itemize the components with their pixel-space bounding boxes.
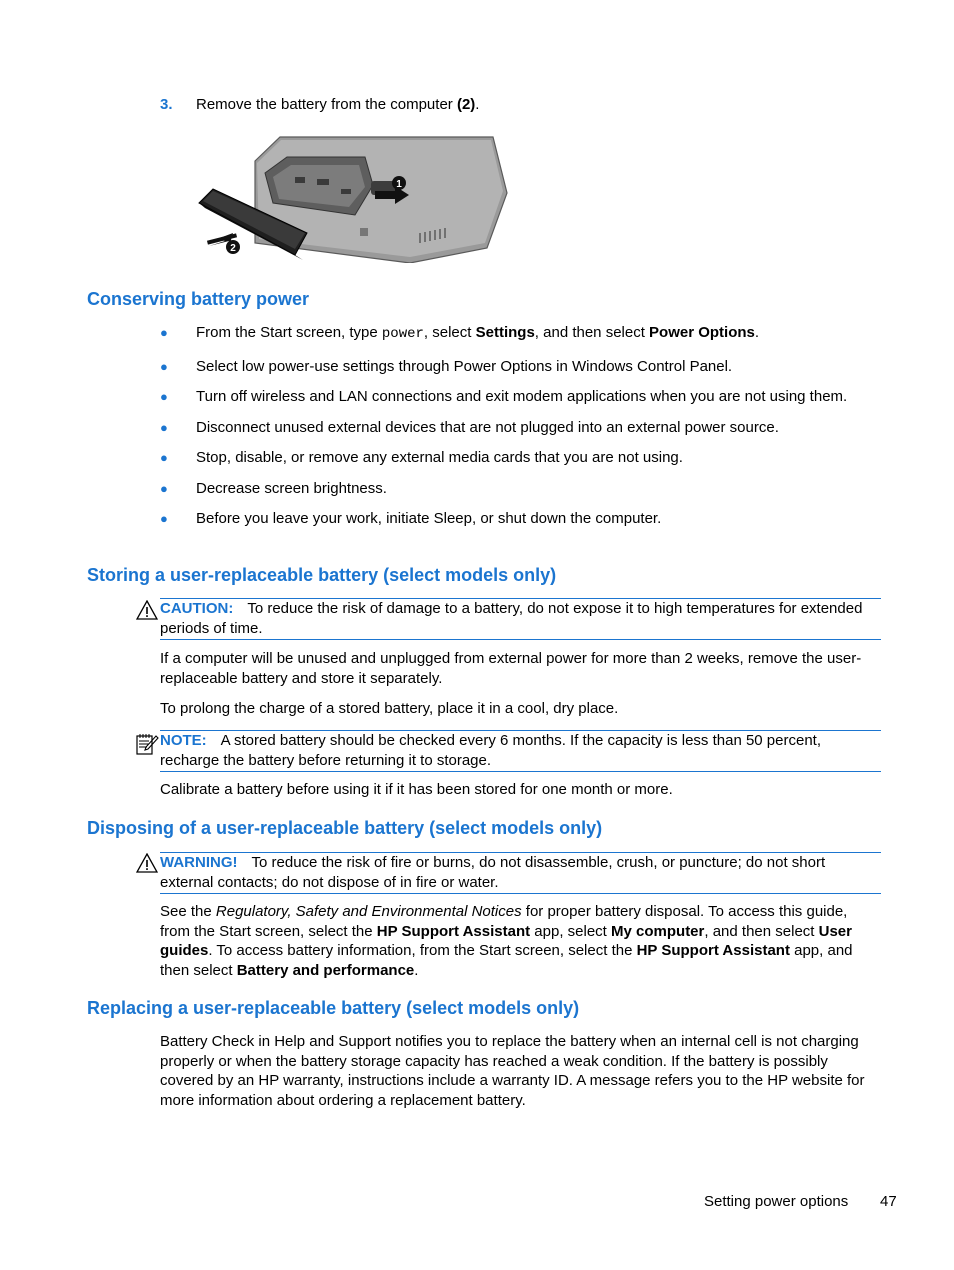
- text: , select: [423, 324, 476, 341]
- list-item-text: Decrease screen brightness.: [196, 479, 387, 497]
- warning-triangle-icon: [136, 853, 158, 873]
- list-item: [160, 448, 880, 468]
- heading-conserving-battery-power: Conserving battery power: [87, 289, 310, 309]
- code-power: power: [381, 326, 424, 342]
- list-item: [160, 323, 880, 345]
- list-item: [160, 418, 880, 438]
- conserving-bullet-list: [160, 323, 880, 529]
- bold-text: HP Support Assistant: [376, 922, 531, 940]
- list-item: [160, 387, 880, 407]
- caution-box: [160, 598, 881, 640]
- heading-storing-battery: Storing a user-replaceable battery (select models only): [87, 565, 557, 585]
- italic-notices-title: Regulatory, Safety and Environmental Notices: [215, 903, 522, 920]
- storing-paragraph-2: To prolong the charge of a stored battery, place it in a cool, dry place.: [160, 700, 619, 717]
- step-text: [196, 95, 479, 115]
- note-box: [160, 730, 881, 772]
- bold-text: My computer: [611, 922, 705, 940]
- heading-disposing-battery: Disposing of a user-replaceable battery (select models only): [87, 818, 603, 838]
- step-text-bold: (2): [456, 96, 476, 113]
- bold-text: HP Support Assistant: [636, 942, 790, 959]
- bullet-icon: ●: [160, 389, 168, 404]
- bullet-icon: ●: [160, 480, 168, 496]
- caution-triangle-icon: [136, 600, 158, 620]
- bullet-icon: ●: [160, 419, 168, 435]
- text: See the: [160, 903, 216, 920]
- storing-paragraph-3: Calibrate a battery before using it if it has been stored for one month or more.: [160, 781, 673, 798]
- bold-text: User guides: [160, 922, 852, 959]
- list-item-text: Before you leave your work, initiate Sleep, or shut down the computer.: [196, 510, 662, 527]
- text: , and then select: [704, 922, 819, 940]
- replacing-paragraph: Battery Check in Help and Support notifies you to replace the battery when an internal cell is not charging properly or when the battery storage capacity has reached a weak condition. If the battery is possibly covered by an HP warranty, instructions include a warranty ID. A message refers you to the HP website for more information about ordering a replacement battery.: [160, 1033, 865, 1109]
- list-item-text: Turn off wireless and LAN connections and exit modem applications when you are not using them.: [196, 388, 848, 405]
- bold-settings: Settings: [475, 324, 535, 341]
- list-item-text: Select low power-use settings through Power Options in Windows Control Panel.: [196, 357, 733, 375]
- heading-replacing-battery: Replacing a user-replaceable battery (select models only): [87, 998, 580, 1018]
- text: for proper battery disposal. To access this guide, from the Start screen, select the: [160, 903, 848, 940]
- caution-label: CAUTION:: [160, 600, 234, 617]
- warning-text: To reduce the risk of fire or burns, do not disassemble, crush, or puncture; do not short external contacts; do not dispose of in fire or water.: [160, 854, 826, 891]
- footer-chapter-title: Setting power options: [704, 1193, 849, 1210]
- bold-power-options: Power Options: [649, 324, 755, 341]
- disposing-paragraph: [160, 902, 881, 980]
- text: From the Start screen, type: [196, 324, 382, 341]
- list-item: [160, 509, 880, 529]
- page-number: 47: [880, 1193, 897, 1210]
- list-item: [160, 479, 880, 499]
- list-item-text: Stop, disable, or remove any external media cards that you are not using.: [196, 449, 683, 466]
- warning-box: [160, 852, 881, 894]
- text: app, and then select: [160, 942, 853, 979]
- text: .: [754, 324, 760, 341]
- note-text: A stored battery should be checked every 6 months. If the capacity is less than 50 percent, recharge the battery before returning it to storage.: [160, 732, 822, 769]
- note-label: NOTE:: [160, 732, 207, 749]
- caution-text: To reduce the risk of damage to a battery, do not expose it to high temperatures for extended periods of time.: [160, 600, 863, 637]
- text: , and then select: [534, 324, 650, 341]
- callout-1: 1: [396, 179, 402, 190]
- step-text-end: .: [475, 96, 480, 113]
- step-number: 3.: [160, 96, 173, 113]
- warning-label: WARNING!: [160, 854, 238, 871]
- callout-2: 2: [230, 243, 236, 254]
- text: .: [414, 961, 419, 979]
- step-text-part: Remove the battery from the computer: [196, 96, 457, 113]
- text: . To access battery information, from the Start screen, select the: [208, 942, 637, 959]
- bullet-icon: ●: [160, 450, 168, 465]
- list-item: [160, 357, 880, 377]
- bullet-icon: ●: [160, 511, 168, 526]
- bullet-icon: ●: [160, 358, 168, 374]
- text: app, select: [530, 922, 612, 940]
- bold-text: Battery and performance: [236, 961, 415, 979]
- note-pad-icon: [135, 732, 159, 756]
- list-item-text: Disconnect unused external devices that are not plugged into an external power source.: [196, 418, 779, 436]
- bullet-icon: ●: [160, 325, 168, 340]
- storing-paragraph-1: If a computer will be unused and unplugged from external power for more than 2 weeks, remove the user-replaceable battery and store it separately.: [160, 650, 862, 687]
- battery-removal-illustration: [195, 133, 510, 263]
